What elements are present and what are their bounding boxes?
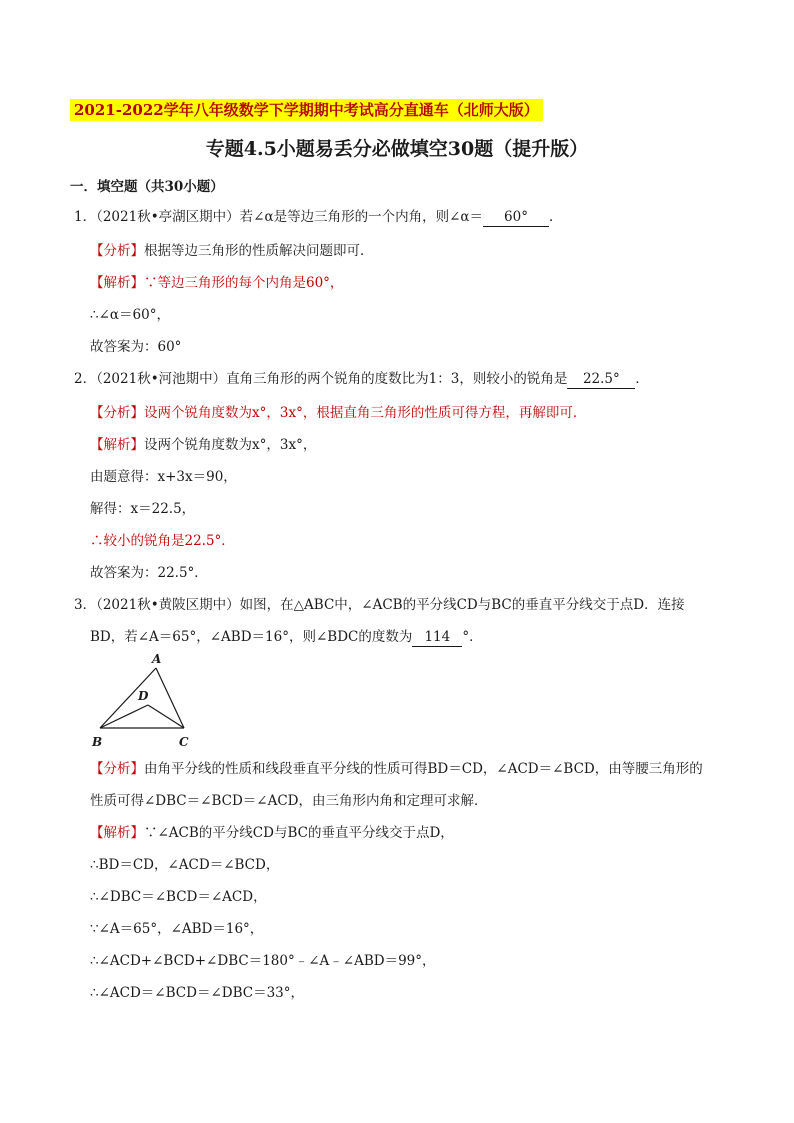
q3-step: ∴∠DBC＝∠BCD＝∠ACD， (90, 889, 267, 905)
q2-answer-blank: 22.5° (567, 370, 635, 389)
q2-analysis: 【分析】设两个锐角度数为x°，3x°，根据直角三角形的性质可得方程，再解即可． (90, 405, 587, 421)
q3-stem: 3．（2021秋•黄陂区期中）如图，在△ABC中，∠ACB的平分线CD与BC的垂直平分线交于点D．连接 (74, 597, 685, 613)
q2-final-answer: 故答案为：22.5°． (90, 565, 208, 581)
q3-analysis-cont: 性质可得∠DBC＝∠BCD＝∠ACD，由三角形内角和定理可求解． (90, 793, 488, 809)
q2-step: 解得：x＝22.5， (90, 501, 196, 517)
q1-step: ∴∠α＝60°， (90, 307, 170, 323)
q1-answer-blank: 60° (483, 208, 549, 227)
section-heading: 一．填空题（共30小题） (70, 179, 224, 195)
vertex-label-d: D (138, 689, 149, 703)
q2-solution: 【解析】设两个锐角度数为x°，3x°， (90, 437, 317, 453)
q1-stem: 1．（2021秋•亭湖区期中）若∠α是等边三角形的一个内角，则∠α＝ 60° ． (74, 209, 563, 225)
q3-stem-cont: BD，若∠A＝65°，∠ABD＝16°，则∠BDC的度数为 114 °． (90, 629, 483, 645)
page-title: 专题4.5小题易丢分必做填空30题（提升版） (205, 138, 589, 160)
vertex-label-c: C (179, 735, 189, 749)
vertex-label-a: A (152, 652, 162, 666)
q2-step: ∴较小的锐角是22.5°． (90, 533, 235, 549)
segment-bd (100, 705, 148, 728)
series-banner: 2021-2022学年八年级数学下学期期中考试高分直通车（北师大版） (70, 99, 543, 121)
q3-solution: 【解析】∵∠ACB的平分线CD与BC的垂直平分线交于点D， (90, 825, 454, 841)
vertex-label-b: B (92, 735, 103, 749)
q3-answer-blank: 114 (412, 628, 462, 647)
q1-analysis: 【分析】根据等边三角形的性质解决问题即可． (90, 243, 374, 259)
q2-stem: 2．（2021秋•河池期中）直角三角形的两个锐角的度数比为1：3，则较小的锐角是 22.5° ． (74, 371, 649, 387)
q3-analysis: 【分析】由角平分线的性质和线段垂直平分线的性质可得BD＝CD，∠ACD＝∠BCD，由等腰三角形的 (90, 761, 703, 777)
q3-step: ∴∠ACD+∠BCD+∠DBC＝180°﹣∠A﹣∠ABD＝99°， (90, 953, 436, 969)
q3-step: ∴∠ACD＝∠BCD＝∠DBC＝33°， (90, 985, 305, 1001)
q1-solution: 【解析】∵等边三角形的每个内角是60°， (90, 275, 344, 291)
triangle-figure (88, 650, 198, 750)
q3-step: ∵∠A＝65°，∠ABD＝16°， (90, 921, 264, 937)
q1-final-answer: 故答案为：60° (90, 339, 182, 355)
q3-step: ∴BD＝CD，∠ACD＝∠BCD， (90, 857, 280, 873)
q2-step: 由题意得：x+3x＝90， (90, 469, 237, 485)
